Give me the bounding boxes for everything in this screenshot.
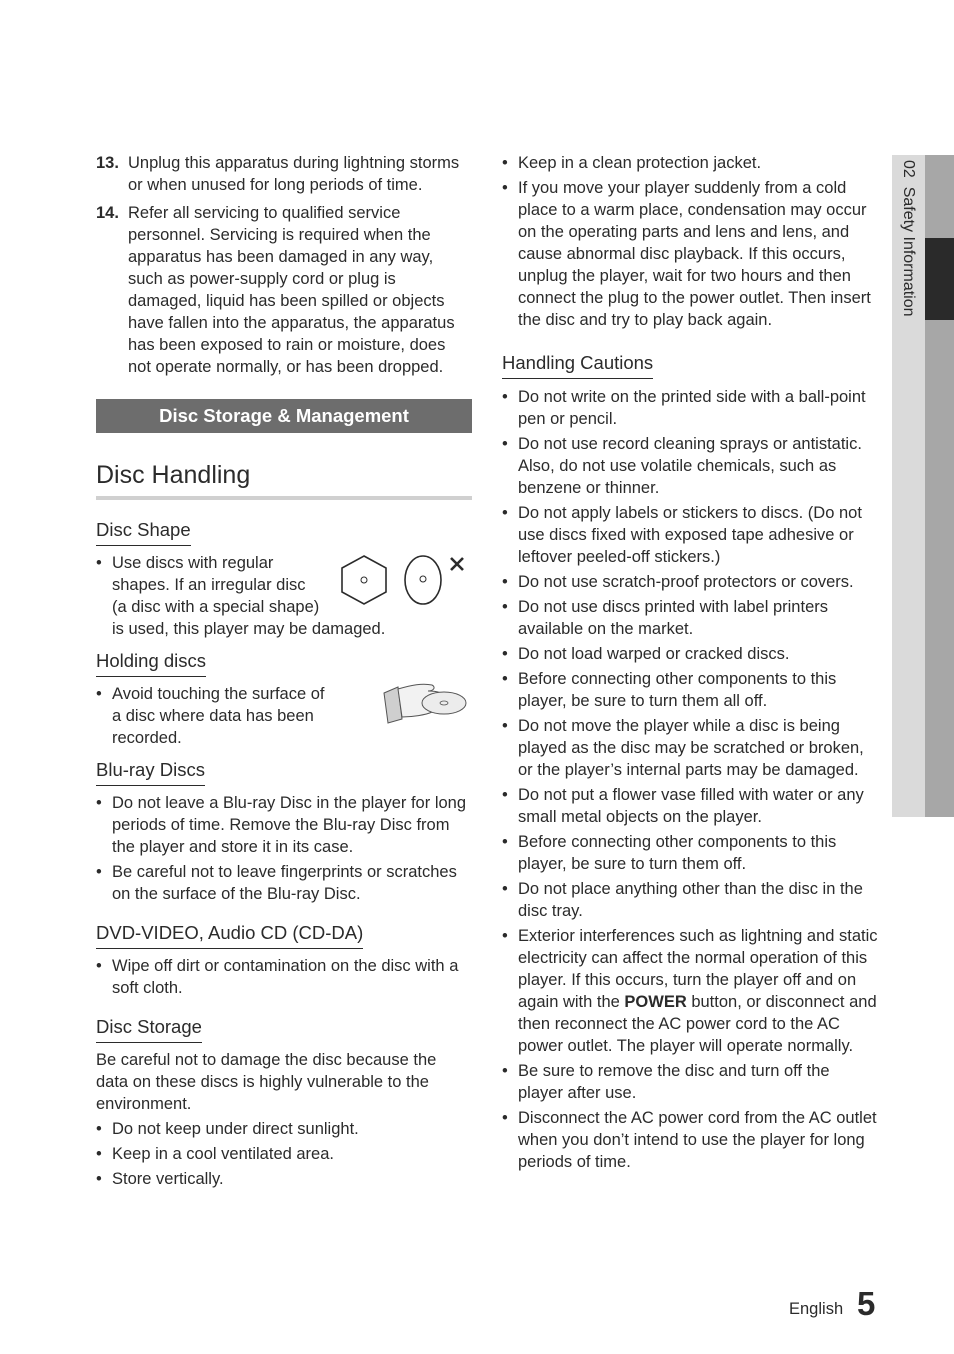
- side-tab-label: [898, 160, 918, 317]
- text-line: is used, this player may be damaged.: [112, 620, 386, 638]
- list-item: [502, 386, 878, 430]
- item-text: Do not leave a Blu-ray Disc in the player for long periods of time. Remove the Blu-ray Disc from the player and store it in its case.: [112, 794, 467, 856]
- bullet: •: [502, 927, 508, 945]
- item-text: Keep in a clean protection jacket.: [518, 154, 762, 172]
- bullet: •: [502, 435, 508, 453]
- disc-shape-section: [96, 518, 472, 640]
- numbered-item: [96, 152, 472, 196]
- numbered-item: [96, 202, 472, 378]
- bullet: •: [502, 717, 508, 735]
- list-item: [502, 878, 878, 922]
- list-item: [502, 1107, 878, 1173]
- item-number: 13.: [96, 154, 119, 172]
- hand-holding-disc-illustration: [382, 679, 470, 729]
- item-text: Do not load warped or cracked discs.: [518, 645, 790, 663]
- page-title: Disc Handling: [96, 460, 472, 500]
- bullet: •: [96, 863, 102, 881]
- holding-body: [96, 683, 472, 749]
- dvd-section: [96, 921, 472, 999]
- cautions-list: [502, 386, 878, 1173]
- item-text: Keep in a cool ventilated area.: [112, 1145, 334, 1163]
- bullet: •: [502, 598, 508, 616]
- bullet: •: [96, 554, 102, 572]
- list-item: [502, 571, 878, 593]
- bullet: •: [502, 154, 508, 172]
- footer-language: English: [789, 1300, 844, 1318]
- left-column: [96, 152, 472, 1190]
- text-line: shapes. If an irregular disc: [112, 576, 306, 594]
- power-button-label: POWER: [624, 993, 687, 1011]
- list-item: [502, 177, 878, 331]
- list-item: [96, 955, 472, 999]
- item-text: Before connecting other components to this player, be sure to turn them all off.: [518, 670, 837, 710]
- bullet: •: [502, 179, 508, 197]
- side-tab-text: Safety Information: [900, 186, 917, 317]
- storage-heading: Disc Storage: [96, 1015, 202, 1043]
- item-text: Do not keep under direct sunlight.: [112, 1120, 359, 1138]
- irregular-disc-illustration: [339, 552, 469, 608]
- list-item: [502, 596, 878, 640]
- bullet: •: [96, 1170, 102, 1188]
- disc-shape-body: [96, 552, 472, 640]
- list-item: [96, 1118, 472, 1140]
- text-line: Avoid touching the surface of: [112, 685, 325, 703]
- list-item: [502, 502, 878, 568]
- bullet: •: [502, 388, 508, 406]
- oval-disc-icon: [405, 556, 441, 604]
- list-item: [502, 784, 878, 828]
- text-run: button, or disconnect and then reconnect the AC power cord to the AC power outlet. The player will operate normally.: [518, 993, 877, 1055]
- storage-section: [96, 1015, 472, 1190]
- section-header-bar: Disc Storage & Management: [96, 399, 472, 433]
- list-item: [96, 1168, 472, 1190]
- text-run: Exterior interferences such as lightning and static electricity can affect the normal operation of this player. If this occurs, turn the player off and on again with the: [518, 927, 878, 1011]
- bullet: •: [502, 670, 508, 688]
- text-line: (a disc with a special shape): [112, 598, 320, 616]
- bullet: •: [502, 573, 508, 591]
- bullet: •: [502, 786, 508, 804]
- cautions-heading: Handling Cautions: [502, 351, 653, 379]
- bullet: •: [502, 645, 508, 663]
- list-item: [96, 792, 472, 858]
- bullet: •: [96, 685, 102, 703]
- storage-paragraph: Be careful not to damage the disc because the data on these discs is highly vulnerable to the environment.: [96, 1051, 437, 1113]
- bullet: •: [502, 1109, 508, 1127]
- side-tab-number: 02: [900, 160, 917, 178]
- item-text: Before connecting other components to this player, be sure to turn them off.: [518, 833, 837, 873]
- item-text: Do not use discs printed with label printers available on the market.: [518, 598, 828, 638]
- item-text: Wipe off dirt or contamination on the disc with a soft cloth.: [112, 957, 459, 997]
- bullet: •: [502, 504, 508, 522]
- item-text: Do not use record cleaning sprays or antistatic. Also, do not use volatile chemicals, such as benzene or thinner.: [518, 435, 862, 497]
- item-text: Do not apply labels or stickers to discs. (Do not use discs fixed with exposed tape adhesive or leftover peeled-off stickers.): [518, 504, 862, 566]
- holding-heading: Holding discs: [96, 649, 206, 677]
- bullet: •: [96, 1120, 102, 1138]
- item-text: Do not write on the printed side with a ball-point pen or pencil.: [518, 388, 866, 428]
- hexagon-disc-icon: [342, 556, 386, 604]
- list-item: [502, 1060, 878, 1104]
- item-text: Refer all servicing to qualified service personnel. Servicing is required when the apparatus has been damaged in any way, such as power-supply cord or plug is damaged, liquid has been spilled or objects have fallen into the apparatus, the apparatus has been exposed to rain or moisture, does not operate normally, or has been dropped.: [128, 204, 455, 376]
- bluray-section: [96, 758, 472, 905]
- item-text: Do not use scratch-proof protectors or covers.: [518, 573, 854, 591]
- list-item: [502, 643, 878, 665]
- cross-mark-icon: [451, 558, 463, 570]
- list-item: [502, 668, 878, 712]
- bluray-heading: Blu-ray Discs: [96, 758, 205, 786]
- bullet: •: [96, 794, 102, 812]
- cautions-section: [502, 351, 878, 1173]
- item-text: Do not place anything other than the disc in the disc tray.: [518, 880, 863, 920]
- disc-hole-icon: [420, 576, 426, 582]
- list-item: [502, 433, 878, 499]
- list-item: [502, 925, 878, 1057]
- text-line: a disc where data has been: [112, 707, 314, 725]
- right-column: [502, 152, 878, 1173]
- item-text: [518, 925, 878, 1057]
- item-text: Unplug this apparatus during lightning storms or when unused for long periods of time.: [128, 154, 460, 194]
- item-text: If you move your player suddenly from a cold place to a warm place, condensation may occur on the operating parts and lens and lens, and cause abnormal disc playback. If this occurs, unplug the player, wait for two hours and then connect the plug to the power outlet. Then insert the disc and try to play back again.: [518, 179, 871, 329]
- list-item: [502, 152, 878, 174]
- disc-icon: [422, 692, 466, 714]
- holding-section: [96, 649, 472, 749]
- list-item: [96, 861, 472, 905]
- bullet: •: [96, 1145, 102, 1163]
- text-line: Use discs with regular: [112, 554, 274, 572]
- disc-shape-heading: Disc Shape: [96, 518, 191, 546]
- bullet: •: [502, 880, 508, 898]
- bullet: •: [502, 833, 508, 851]
- item-text: Disconnect the AC power cord from the AC outlet when you don’t intend to use the player for long periods of time.: [518, 1109, 877, 1171]
- bullet: •: [502, 1062, 508, 1080]
- list-item: [502, 831, 878, 875]
- bullet: •: [96, 957, 102, 975]
- list-item: [96, 1143, 472, 1165]
- side-tab-marker: [925, 238, 954, 320]
- disc-hole-icon: [361, 577, 367, 583]
- item-text: Be sure to remove the disc and turn off the player after use.: [518, 1062, 830, 1102]
- item-text: Do not move the player while a disc is being played as the disc may be scratched or broken, or the player’s internal parts may be damaged.: [518, 717, 864, 779]
- dvd-heading: DVD-VIDEO, Audio CD (CD-DA): [96, 921, 363, 949]
- text-line: recorded.: [112, 729, 182, 747]
- item-number: 14.: [96, 204, 119, 222]
- item-text: Store vertically.: [112, 1170, 224, 1188]
- item-text: Do not put a flower vase filled with water or any small metal objects on the player.: [518, 786, 864, 826]
- page-number: 5: [857, 1285, 876, 1322]
- list-item: [502, 715, 878, 781]
- item-text: Be careful not to leave fingerprints or scratches on the surface of the Blu-ray Disc.: [112, 863, 457, 903]
